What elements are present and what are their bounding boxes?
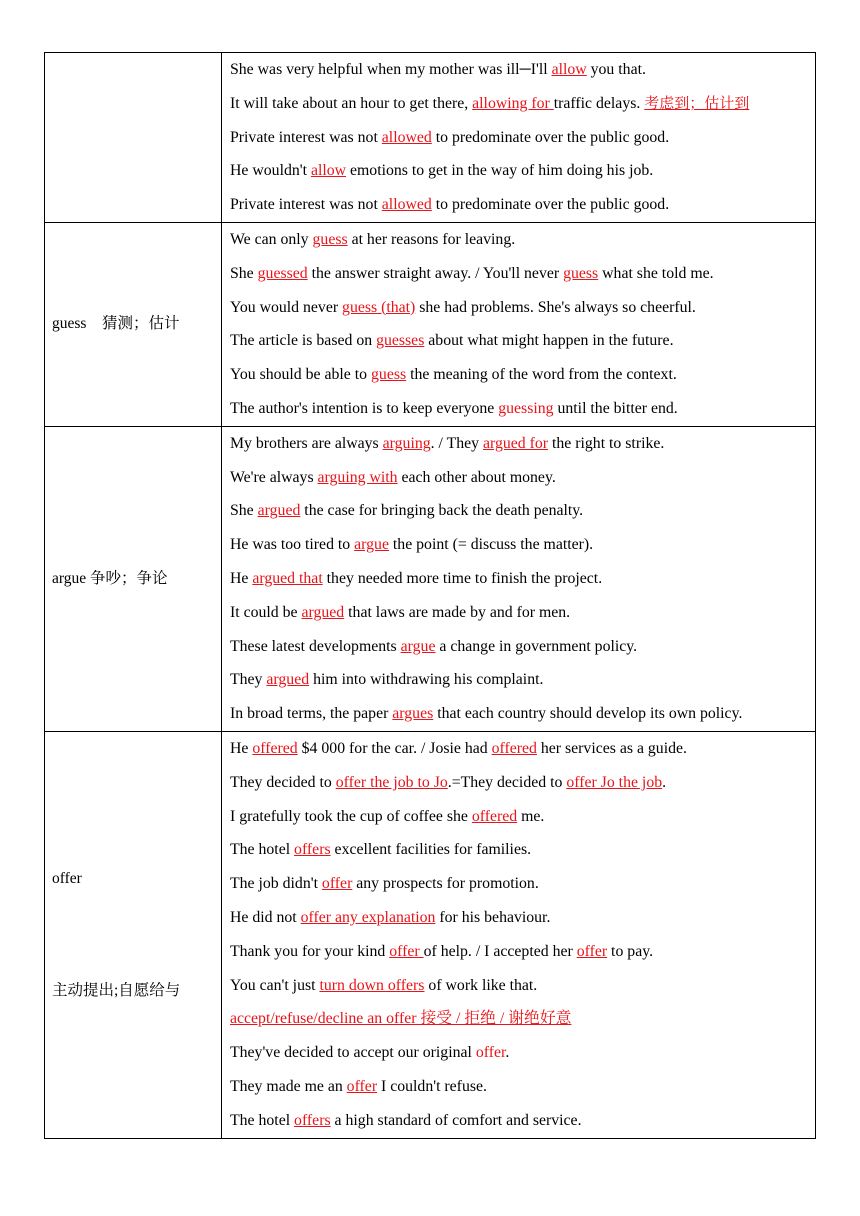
- sentence-text: him into withdrawing his complaint.: [309, 671, 544, 689]
- example-sentence: [230, 901, 815, 935]
- sentence-text: She: [230, 502, 258, 520]
- sentence-text: We can only: [230, 230, 313, 248]
- highlighted-phrase: guessing: [498, 399, 554, 417]
- sentence-text: . / They: [430, 434, 483, 452]
- sentence-text: .: [505, 1044, 510, 1062]
- vocabulary-table-body: [45, 53, 816, 1139]
- sentence-text: Private interest was not: [230, 196, 382, 214]
- examples-cell: [222, 731, 816, 1138]
- example-sentence: [230, 1070, 815, 1104]
- sentence-text: These latest developments: [230, 637, 401, 655]
- highlighted-phrase: argue: [354, 536, 389, 554]
- highlighted-phrase: accept/refuse/decline an offer 接受 / 拒绝 / 谢绝好意: [230, 1010, 572, 1028]
- headword-cell: [45, 222, 222, 426]
- sentence-text: In broad terms, the paper: [230, 705, 393, 723]
- sentence-text: a high standard of comfort and service.: [330, 1111, 582, 1129]
- highlighted-phrase: arguing with: [317, 468, 398, 486]
- highlighted-phrase: offer: [475, 1044, 506, 1062]
- headword-text: offer: [52, 869, 82, 887]
- sentence-text: her services as a guide.: [536, 739, 687, 757]
- example-sentence: [230, 461, 815, 495]
- sentence-text: He did not: [230, 908, 301, 926]
- example-sentence: [230, 732, 815, 766]
- example-sentence: [230, 833, 815, 867]
- sentence-text: It will take about an hour to get there,: [230, 94, 473, 112]
- sentence-text: He wouldn't: [230, 162, 311, 180]
- highlighted-phrase: argues: [392, 705, 434, 723]
- highlighted-phrase: offered: [252, 739, 298, 757]
- headword-text: 主动提出;自愿给与: [52, 981, 181, 999]
- example-sentence: [230, 867, 815, 901]
- highlighted-phrase: offer: [389, 942, 424, 960]
- highlighted-phrase: offer the job to Jo: [335, 773, 448, 791]
- highlighted-phrase: argued that: [252, 569, 323, 587]
- sentence-text: at her reasons for leaving.: [347, 230, 516, 248]
- sentence-text: emotions to get in the way of him doing his job.: [346, 162, 654, 180]
- example-sentence: [230, 494, 815, 528]
- highlighted-phrase: argued: [301, 603, 345, 621]
- highlighted-phrase: allowing for: [472, 94, 554, 112]
- example-sentence: [230, 154, 815, 188]
- sentence-text: the point (= discuss the matter).: [388, 536, 594, 554]
- sentence-text: about what might happen in the future.: [424, 332, 674, 350]
- sentence-text: for his behaviour.: [435, 908, 551, 926]
- sentence-text: You should be able to: [230, 366, 372, 384]
- highlighted-phrase: offers: [294, 841, 331, 859]
- highlighted-phrase: offered: [471, 807, 518, 825]
- highlighted-phrase: argued: [257, 502, 301, 520]
- highlighted-phrase: guess: [563, 264, 599, 282]
- headword-cell: [45, 731, 222, 1138]
- highlighted-phrase: allowed: [381, 196, 432, 214]
- example-sentence: [230, 427, 815, 461]
- highlighted-phrase: argued for: [483, 434, 549, 452]
- example-sentence: [230, 1036, 815, 1070]
- sentence-text: She was very helpful when my mother was ill─I'll: [230, 61, 552, 78]
- sentence-text: traffic delays.: [553, 94, 645, 112]
- example-sentence: [230, 1104, 815, 1138]
- headword-gap: [52, 890, 221, 980]
- sentence-text: the meaning of the word from the context.: [406, 366, 677, 384]
- sentence-text: It could be: [230, 603, 302, 621]
- sentence-text: she had problems. She's always so cheerful.: [415, 298, 696, 316]
- highlighted-phrase: offer: [346, 1077, 378, 1095]
- example-sentence: [230, 188, 815, 222]
- example-sentence: [230, 257, 815, 291]
- sentence-text: the answer straight away. / You'll never: [307, 264, 564, 282]
- example-sentence: [230, 935, 815, 969]
- vocab-row: [45, 426, 816, 731]
- highlighted-phrase: guesses: [376, 332, 425, 350]
- sentence-text: We're always: [230, 468, 318, 486]
- examples-cell: [222, 426, 816, 731]
- sentence-text: They decided to: [230, 773, 336, 791]
- sentence-text: to predominate over the public good.: [431, 196, 670, 214]
- example-sentence: [230, 766, 815, 800]
- highlighted-phrase: guess: [312, 230, 348, 248]
- example-sentence: [230, 969, 815, 1003]
- sentence-text: He: [230, 569, 253, 587]
- highlighted-phrase: allow: [310, 162, 347, 180]
- highlighted-phrase: guess (that): [342, 298, 416, 316]
- sentence-text: They: [230, 671, 267, 689]
- example-sentence: [230, 800, 815, 834]
- headword-text: argue 争吵；争论: [52, 569, 168, 587]
- vocab-row: [45, 53, 816, 223]
- sentence-text: until the bitter end.: [553, 399, 678, 417]
- sentence-text: He: [230, 739, 253, 757]
- sentence-text: the right to strike.: [548, 434, 665, 452]
- sentence-text: Private interest was not: [230, 128, 382, 146]
- sentence-text: I gratefully took the cup of coffee she: [230, 807, 472, 825]
- sentence-text: to pay.: [607, 942, 654, 960]
- example-sentence: [230, 630, 815, 664]
- sentence-text: $4 000 for the car. / Josie had: [297, 739, 492, 757]
- sentence-text: The hotel: [230, 1111, 295, 1129]
- sentence-text: The author's intention is to keep everyone: [230, 399, 499, 417]
- sentence-text: of help. / I accepted her: [423, 942, 577, 960]
- highlighted-phrase: offer Jo the job: [566, 773, 663, 791]
- example-sentence: [230, 1002, 815, 1036]
- example-sentence: [230, 121, 815, 155]
- sentence-text: They've decided to accept our original: [230, 1044, 476, 1062]
- highlighted-phrase: guessed: [257, 264, 308, 282]
- example-sentence: [230, 358, 815, 392]
- highlighted-phrase: offer: [576, 942, 608, 960]
- sentence-text: You can't just: [230, 976, 320, 994]
- example-sentence: [230, 663, 815, 697]
- sentence-text: He was too tired to: [230, 536, 355, 554]
- sentence-text: what she told me.: [598, 264, 714, 282]
- example-sentence: [230, 223, 815, 257]
- example-sentence: [230, 392, 815, 426]
- sentence-text: of work like that.: [424, 976, 538, 994]
- sentence-text: that each country should develop its own policy.: [433, 705, 743, 723]
- sentence-text: They made me an: [230, 1077, 347, 1095]
- sentence-text: to predominate over the public good.: [431, 128, 670, 146]
- highlighted-phrase: arguing: [382, 434, 431, 452]
- headword-cell: [45, 53, 222, 223]
- sentence-text: The article is based on: [230, 332, 377, 350]
- highlighted-phrase: allowed: [381, 128, 432, 146]
- examples-cell: [222, 53, 816, 223]
- sentence-text: each other about money.: [397, 468, 556, 486]
- sentence-text: My brothers are always: [230, 434, 383, 452]
- sentence-text: me.: [517, 807, 545, 825]
- sentence-text: that laws are made by and for men.: [344, 603, 571, 621]
- sentence-text: .: [662, 773, 667, 791]
- headword-text: guess 猜测；估计: [52, 315, 180, 333]
- example-sentence: [230, 596, 815, 630]
- highlighted-phrase: argue: [400, 637, 436, 655]
- vocabulary-table: [44, 52, 816, 1139]
- highlighted-phrase: allow: [551, 61, 587, 78]
- example-sentence: [230, 697, 815, 731]
- sentence-text: you that.: [586, 61, 646, 78]
- sentence-text: excellent facilities for families.: [330, 841, 532, 859]
- sentence-text: You would never: [230, 298, 343, 316]
- sentence-text: the case for bringing back the death penalty.: [300, 502, 584, 520]
- sentence-text: Thank you for your kind: [230, 942, 390, 960]
- headword-cell: [45, 426, 222, 731]
- sentence-text: The hotel: [230, 841, 295, 859]
- sentence-text: any prospects for promotion.: [352, 875, 539, 893]
- example-sentence: [230, 528, 815, 562]
- vocab-row: [45, 731, 816, 1138]
- highlighted-phrase: 考虑到；估计到: [644, 93, 750, 112]
- vocab-row: [45, 222, 816, 426]
- sentence-text: .=They decided to: [447, 773, 567, 791]
- sentence-text: they needed more time to finish the project.: [322, 569, 603, 587]
- highlighted-phrase: offers: [294, 1111, 331, 1129]
- example-sentence: [230, 87, 815, 121]
- highlighted-phrase: offer any explanation: [300, 908, 436, 926]
- example-sentence: [230, 53, 815, 87]
- sentence-text: She: [230, 264, 258, 282]
- highlighted-phrase: offered: [491, 739, 537, 757]
- highlighted-phrase: guess: [371, 366, 407, 384]
- sentence-text: a change in government policy.: [435, 637, 638, 655]
- highlighted-phrase: argued: [266, 671, 310, 689]
- sentence-text: The job didn't: [230, 875, 322, 893]
- example-sentence: [230, 562, 815, 596]
- example-sentence: [230, 324, 815, 358]
- highlighted-phrase: offer: [321, 875, 353, 893]
- highlighted-phrase: turn down offers: [319, 976, 425, 994]
- examples-cell: [222, 222, 816, 426]
- example-sentence: [230, 291, 815, 325]
- sentence-text: I couldn't refuse.: [377, 1077, 487, 1095]
